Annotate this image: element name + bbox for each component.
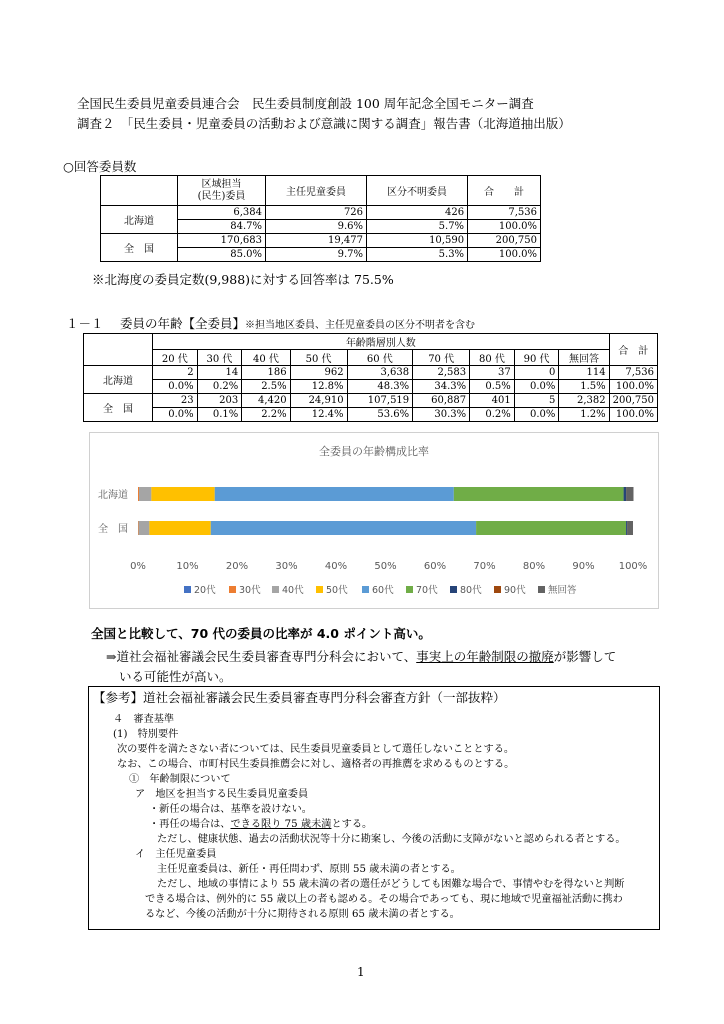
legend-label: 40代 [282,585,304,596]
legend-label: 無回答 [548,585,577,596]
reference-box [88,686,660,930]
bar-segment-3-0 [151,487,214,501]
col-header: 区分不明委員 [367,176,468,206]
cell: 10,590 [367,234,468,248]
cell: 14 [197,366,242,380]
cell: 7,536 [609,366,657,380]
cell: 200,750 [468,234,541,248]
cell: 9.7% [266,248,367,262]
section-heading [66,314,475,332]
col-header-area: 区域担当 (民生)委員 [178,176,266,206]
cell: 4,420 [242,394,290,408]
x-tick-label: 0% [130,561,146,572]
finding-headline: 全国と比較して、70 代の委員の比率が 4.0 ポイント高い。 [91,626,431,641]
cell: 2.2% [242,408,290,422]
cell: 2,583 [413,366,470,380]
x-tick-label: 70% [473,561,496,572]
cell: 962 [290,366,347,380]
cell: 114 [559,366,609,380]
age-col-header: 60 代 [347,350,413,366]
cell: 0.1% [197,408,242,422]
cell: 0.0% [514,380,559,394]
cell: 9.6% [266,220,367,234]
cell: 34.3% [413,380,470,394]
bar-segment-5-0 [454,487,624,501]
reference-line: るなど、今後の活動が十分に期待される原則 65 歳未満の者とする。 [145,909,460,920]
x-tick-label: 30% [275,561,298,572]
report-header-line1: 全国民生委員児童委員連合会 民生委員制度創設 100 周年記念全国モニター調査 [77,96,534,111]
bar-segment-2-1 [138,521,149,535]
cell: 203 [197,394,242,408]
age-col-header: 20 代 [153,350,198,366]
reference-line: ・新任の場合は、基準を設けない。 [149,804,312,815]
cell: 426 [367,206,468,220]
cell: 100.0% [609,380,657,394]
cell: 60,887 [413,394,470,408]
x-tick-label: 20% [225,561,249,572]
page-number: 1 [357,965,365,979]
cell: 200,750 [609,394,657,408]
table-row [84,380,658,394]
table-row [101,234,541,248]
cell: 1.2% [559,408,609,422]
reference-line: ア 地区を担当する民生委員児童委員 [135,789,309,800]
legend-swatch [362,586,369,593]
col-header: 主任児童委員 [266,176,367,206]
legend-label: 90代 [504,585,526,596]
bar-segment-3-1 [149,521,210,535]
respondents-note: ※北海度の委員定数(9,988)に対する回答率は 75.5% [92,272,394,287]
x-tick-label: 50% [374,561,397,572]
bar-segment-4-1 [211,521,476,535]
table-row [101,206,541,220]
cell: 6,384 [178,206,266,220]
cell: 170,683 [178,234,266,248]
legend-label: 30代 [239,585,261,596]
age-col-header: 80 代 [470,350,515,366]
cell: 0.2% [470,408,515,422]
category-label: 北海道 [98,490,128,501]
bar-segment-1-0 [138,487,139,501]
age-col-header: 40 代 [242,350,290,366]
reference-line: できる場合は、例外的に 55 歳以上の者も認める。その場合であっても、現に地域で児童福祉活動に携わ [145,894,623,905]
legend-swatch [538,586,545,593]
cell: 0.5% [470,380,515,394]
row-label: 全 国 [84,394,153,422]
row-label: 全 国 [101,234,178,262]
cell: 12.8% [290,380,347,394]
cell: 5.7% [367,220,468,234]
cell: 5 [514,394,559,408]
respondents-title: ○回答委員数 [63,159,137,174]
reference-title: 【参考】道社会福祉審議会民生委員審査専門分科会審査方針（一部抜粋） [93,690,506,705]
legend-label: 50代 [326,585,348,596]
reference-line: ① 年齢制限について [129,774,231,785]
cell: 24,910 [290,394,347,408]
x-tick-label: 40% [324,561,348,572]
x-tick-label: 60% [423,561,447,572]
legend-swatch [272,586,279,593]
cell: 0.0% [153,408,198,422]
chart-title: 全委員の年齢構成比率 [319,445,429,458]
table-row [84,408,658,422]
legend-swatch [450,586,457,593]
category-label: 全 国 [98,524,128,535]
respondents-table [100,175,541,262]
cell: 0 [514,366,559,380]
bar-segment-8-0 [626,487,633,501]
cell: 85.0% [178,248,266,262]
legend-label: 80代 [460,585,482,596]
age-col-header: 無回答 [559,350,609,366]
finding-underlined: 事実上の年齢制限の撤廃 [416,649,554,664]
cell: 84.7% [178,220,266,234]
reference-line: ４ 審査基準 [113,714,175,725]
corner-cell [84,334,153,366]
row-label: 北海道 [84,366,153,394]
bar-segment-6-0 [624,487,626,501]
reference-text: とする。 [331,819,373,830]
reference-line: 次の要件を満たさない者については、民生委員児童委員として選任しないこととする。 [117,744,515,755]
legend-swatch [406,586,413,593]
cell: 19,477 [266,234,367,248]
cell: 30.3% [413,408,470,422]
bar-segment-4-0 [215,487,454,501]
age-table [83,333,658,422]
cell: 2.5% [242,380,290,394]
bar-segment-2-0 [139,487,151,501]
legend-swatch [229,586,236,593]
bar-segment-6-1 [626,521,627,535]
bar-segment-5-1 [476,521,626,535]
finding-arrow-line2: いる可能性が高い。 [119,669,232,684]
cell: 37 [470,366,515,380]
age-col-header: 70 代 [413,350,470,366]
legend-label: 20代 [194,585,216,596]
reference-line: ただし、健康状態、過去の活動状況等十分に勘案し、今後の活動に支障がないと認められる者とする。 [157,834,626,845]
cell: 401 [470,394,515,408]
cell: 100.0% [468,220,541,234]
x-tick-label: 10% [176,561,199,572]
corner-cell [101,176,178,206]
cell: 100.0% [468,248,541,262]
cell: 0.0% [153,380,198,394]
legend-swatch [184,586,191,593]
legend-label: 60代 [372,585,394,596]
table-row [84,366,658,380]
cell: 1.5% [559,380,609,394]
legend-swatch [316,586,323,593]
reference-line: イ 主任児童委員 [135,849,217,860]
reference-line [149,815,372,830]
cell: 48.3% [347,380,413,394]
report-header-line2: 調査２ 「民生委員・児童委員の活動および意識に関する調査」報告書（北海道抽出版） [77,116,571,131]
cell: 7,536 [468,206,541,220]
reference-text: ・再任の場合は、 [149,819,231,830]
legend-swatch [494,586,501,593]
cell: 2 [153,366,198,380]
total-header: 合 計 [609,334,657,366]
cell: 12.4% [290,408,347,422]
cell: 0.0% [514,408,559,422]
age-col-header: 30 代 [197,350,242,366]
chart-svg [90,433,658,608]
cell: 100.0% [609,408,657,422]
group-header: 年齢階層別人数 [153,334,610,350]
legend-label: 70代 [416,585,438,596]
reference-line: 主任児童委員は、新任・再任問わず、原則 55 歳未満の者とする。 [157,864,461,875]
finding-text: ⇒道社会福祉審議会民生委員審査専門分科会において、 [106,649,417,664]
row-label: 北海道 [101,206,178,234]
age-col-header: 50 代 [290,350,347,366]
reference-line: なお、この場合、市町村民生委員推薦会に対し、適格者の再推薦を求めるものとする。 [117,759,515,770]
bar-segment-8-1 [627,521,633,535]
cell: 5.3% [367,248,468,262]
age-composition-chart [89,432,659,609]
cell: 53.6% [347,408,413,422]
section-number: １－１ [66,316,104,331]
cell: 23 [153,394,198,408]
x-tick-label: 80% [522,561,546,572]
reference-line: ただし、地域の事情により 55 歳未満の者の選任がどうしても困難な場合で、事情やむを得ないと判断 [157,879,625,890]
finding-text: が影響して [553,649,617,664]
reference-line: (1) 特別要件 [113,729,179,740]
x-tick-label: 90% [572,561,595,572]
cell: 726 [266,206,367,220]
cell: 186 [242,366,290,380]
cell: 2,382 [559,394,609,408]
age-col-header: 90 代 [514,350,559,366]
section-title: 委員の年齢【全委員】 [120,316,246,331]
x-tick-label: 100% [618,561,648,572]
reference-underlined: できる限り 75 歳未満 [230,819,332,830]
cell: 3,638 [347,366,413,380]
section-note: ※担当地区委員、主任児童委員の区分不明者を含む [245,320,476,331]
finding-arrow-line1 [106,647,616,665]
cell: 0.2% [197,380,242,394]
table-row [84,394,658,408]
col-header: 合 計 [468,176,541,206]
cell: 107,519 [347,394,413,408]
